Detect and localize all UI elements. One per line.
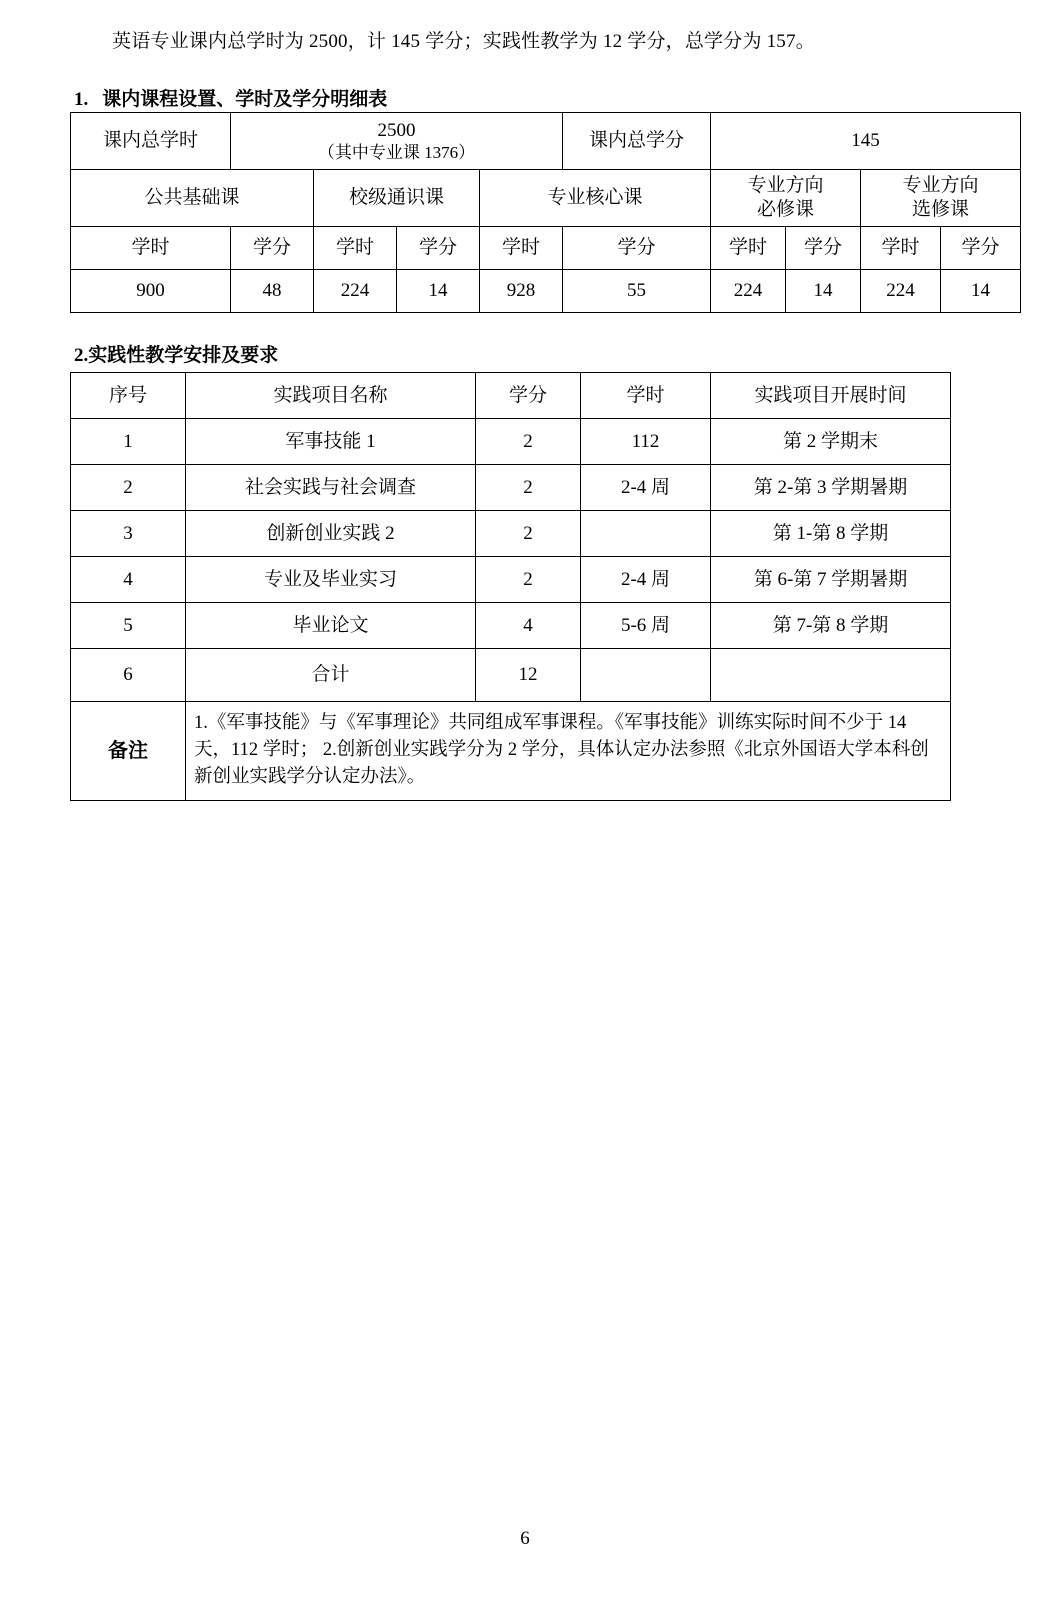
cell-time: 第 6-第 7 学期暑期 xyxy=(711,557,951,603)
subheader-credits-core: 学分 xyxy=(563,227,711,270)
cell-name: 毕业论文 xyxy=(186,603,476,649)
subheader-credits-public: 学分 xyxy=(231,227,314,270)
cell-index: 5 xyxy=(71,603,186,649)
section-1-heading xyxy=(74,84,387,111)
cell-time: 第 7-第 8 学期 xyxy=(711,603,951,649)
cell-name: 军事技能 1 xyxy=(186,419,476,465)
cell-hours xyxy=(581,511,711,557)
category-required-line2: 必修课 xyxy=(756,199,814,220)
cell-category-required xyxy=(711,170,861,227)
value-required-credits: 14 xyxy=(786,270,861,313)
header-credits: 学分 xyxy=(476,373,581,419)
value-core-hours: 928 xyxy=(480,270,563,313)
cell-credits: 2 xyxy=(476,557,581,603)
cell-name: 创新创业实践 2 xyxy=(186,511,476,557)
subheader-credits-required: 学分 xyxy=(786,227,861,270)
table-row xyxy=(71,270,1021,313)
table-row xyxy=(71,465,951,511)
value-general-hours: 224 xyxy=(314,270,397,313)
cell-category-public: 公共基础课 xyxy=(71,170,314,227)
section-2-title: 实践性教学安排及要求 xyxy=(88,345,279,366)
cell-hours xyxy=(581,649,711,702)
value-elective-credits: 14 xyxy=(941,270,1021,313)
cell-time xyxy=(711,649,951,702)
cell-time: 第 2 学期末 xyxy=(711,419,951,465)
subheader-hours-general: 学时 xyxy=(314,227,397,270)
remark-text: 1.《军事技能》与《军事理论》共同组成军事课程。《军事技能》训练实际时间不少于 14 天，112 学时； 2.创新创业实践学分为 2 学分，具体认定办法参照《北京外国语大学本科创新创业实践学分认定办法》。 xyxy=(186,702,951,801)
subheader-hours-elective: 学时 xyxy=(861,227,941,270)
section-1-number: 1. xyxy=(74,89,89,110)
section-1-title: 课内课程设置、学时及学分明细表 xyxy=(102,89,388,110)
value-core-credits: 55 xyxy=(563,270,711,313)
total-hours-note: （其中专业课 1376） xyxy=(317,143,476,163)
cell-category-elective xyxy=(861,170,1021,227)
cell-index: 2 xyxy=(71,465,186,511)
cell-category-general: 校级通识课 xyxy=(314,170,480,227)
cell-credits: 2 xyxy=(476,465,581,511)
cell-credits: 4 xyxy=(476,603,581,649)
value-general-credits: 14 xyxy=(397,270,480,313)
category-elective-line1: 专业方向 xyxy=(902,175,979,197)
header-time: 实践项目开展时间 xyxy=(711,373,951,419)
cell-hours: 2-4 周 xyxy=(581,465,711,511)
cell-name: 合计 xyxy=(186,649,476,702)
table-row xyxy=(71,649,951,702)
remark-label: 备注 xyxy=(71,702,186,801)
table-row xyxy=(71,419,951,465)
value-public-credits: 48 xyxy=(231,270,314,313)
category-required-line1: 专业方向 xyxy=(747,175,824,197)
remark-row xyxy=(71,702,951,801)
cell-category-core: 专业核心课 xyxy=(480,170,711,227)
cell-index: 4 xyxy=(71,557,186,603)
value-elective-hours: 224 xyxy=(861,270,941,313)
cell-total-hours-value xyxy=(231,113,563,170)
table-row xyxy=(71,113,1021,170)
cell-credits: 2 xyxy=(476,511,581,557)
section-2-heading xyxy=(74,340,278,367)
value-public-hours: 900 xyxy=(71,270,231,313)
subheader-hours-required: 学时 xyxy=(711,227,786,270)
section-2-number: 2. xyxy=(74,345,89,366)
cell-name: 社会实践与社会调查 xyxy=(186,465,476,511)
cell-name: 专业及毕业实习 xyxy=(186,557,476,603)
table-row xyxy=(71,511,951,557)
total-hours-number: 2500 xyxy=(377,119,416,141)
cell-hours: 112 xyxy=(581,419,711,465)
value-required-hours: 224 xyxy=(711,270,786,313)
table-header-row xyxy=(71,373,951,419)
table-row xyxy=(71,170,1021,227)
cell-hours: 2-4 周 xyxy=(581,557,711,603)
cell-time: 第 1-第 8 学期 xyxy=(711,511,951,557)
cell-time: 第 2-第 3 学期暑期 xyxy=(711,465,951,511)
header-index: 序号 xyxy=(71,373,186,419)
header-name: 实践项目名称 xyxy=(186,373,476,419)
cell-index: 3 xyxy=(71,511,186,557)
cell-total-hours-label: 课内总学时 xyxy=(71,113,231,170)
table-row xyxy=(71,603,951,649)
cell-index: 1 xyxy=(71,419,186,465)
intro-paragraph: 英语专业课内总学时为 2500，计 145 学分；实践性教学为 12 学分，总学分为 157。 xyxy=(112,31,815,52)
table-row xyxy=(71,227,1021,270)
cell-index: 6 xyxy=(71,649,186,702)
practical-teaching-table xyxy=(70,372,951,801)
cell-credits: 12 xyxy=(476,649,581,702)
table-row xyxy=(71,557,951,603)
subheader-hours-core: 学时 xyxy=(480,227,563,270)
subheader-hours-public: 学时 xyxy=(71,227,231,270)
cell-credits: 2 xyxy=(476,419,581,465)
subheader-credits-general: 学分 xyxy=(397,227,480,270)
cell-total-credits-label: 课内总学分 xyxy=(563,113,711,170)
cell-hours: 5-6 周 xyxy=(581,603,711,649)
category-elective-line2: 选修课 xyxy=(911,199,969,220)
subheader-credits-elective: 学分 xyxy=(941,227,1021,270)
page-number: 6 xyxy=(520,1528,530,1549)
course-hours-credits-table xyxy=(70,112,1021,313)
cell-total-credits-value: 145 xyxy=(711,113,1021,170)
header-hours: 学时 xyxy=(581,373,711,419)
